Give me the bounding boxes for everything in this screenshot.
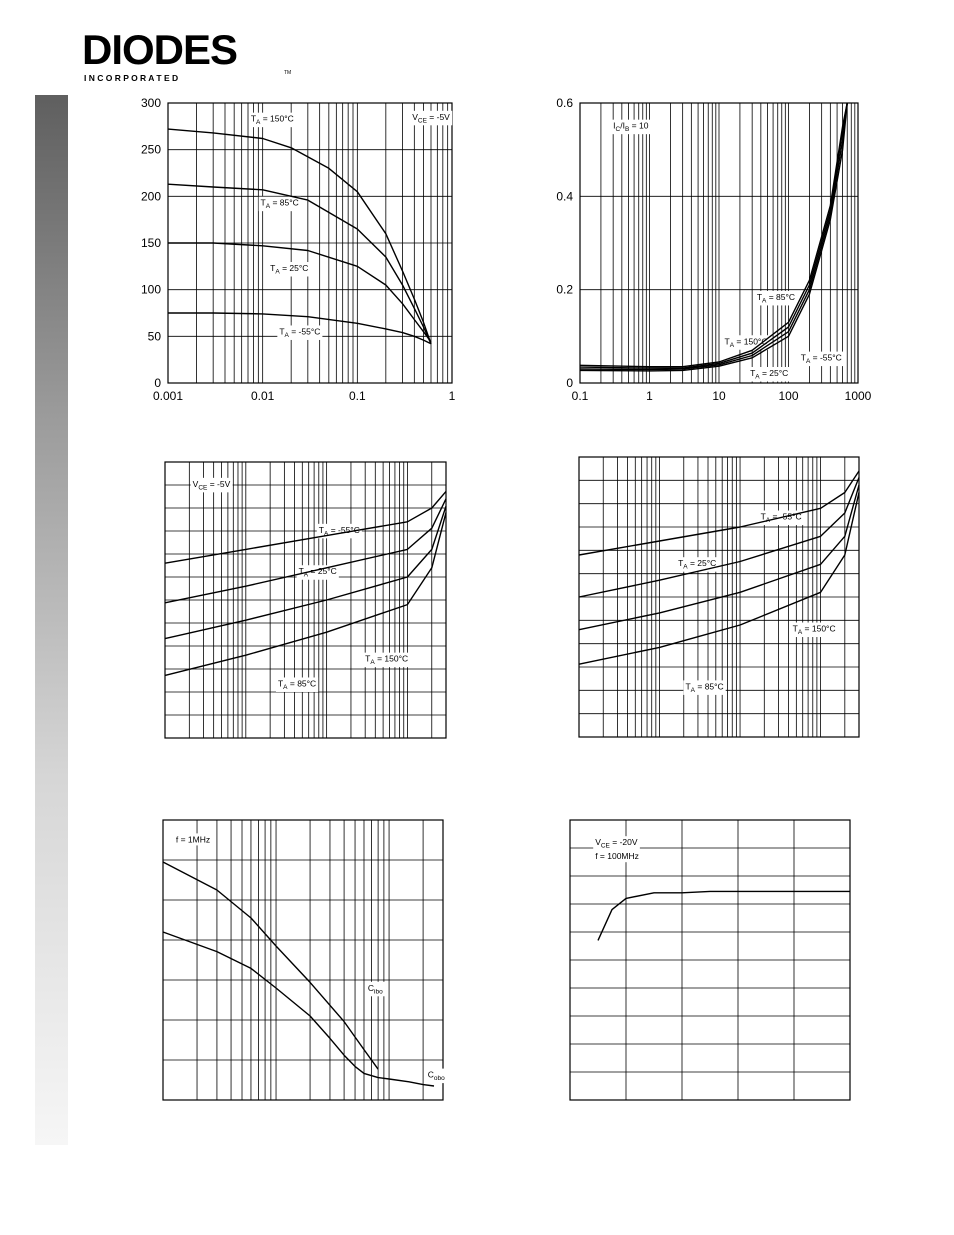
y-tick-label: 300 (140, 96, 161, 110)
diodes-logo (82, 28, 297, 84)
chart-vbe-sat-vs-ic (579, 457, 859, 737)
y-tick-label: 50 (147, 329, 161, 344)
svg-text:TA = 25°C: $T_A = 25^\circ C$ (750, 368, 789, 381)
y-tick-label: 0 (154, 376, 161, 390)
annotation-label (676, 557, 718, 572)
svg-text:TA = -55°C: $T_A = -55^\circ C$ (318, 524, 360, 538)
grid (165, 462, 446, 738)
x-tick-label: 0.01 (250, 389, 275, 403)
annotation-label (410, 111, 452, 126)
svg-text:TA = 85°C: $T_A = 85^\circ C$ (756, 291, 796, 305)
y-tick-label: 0.2 (556, 282, 573, 297)
svg-text:TA = 150°C: $T_A = 150^\circ C$ (724, 336, 768, 349)
annotation-label (276, 677, 318, 692)
y-tick-label: 200 (140, 189, 161, 204)
series-line-2 (580, 103, 847, 368)
sidebar-gradient-bar (35, 95, 68, 1145)
annotation-label (593, 850, 641, 862)
x-tick-label: 10 (712, 389, 726, 403)
chart-hfe-vs-ic (140, 96, 456, 403)
svg-text:TA = 150°C: $T_A = 150^\circ C$ (365, 653, 409, 667)
chart-vcesat-vs-ic (556, 96, 872, 403)
svg-text:Cobo: $C_{obo}$ (427, 1069, 445, 1083)
svg-text:TA = 25°C: $T_A = 25^\circ C$ (678, 558, 717, 571)
annotation-label (268, 262, 310, 277)
y-tick-label: 0.4 (556, 189, 573, 204)
y-tick-label: 0 (566, 376, 573, 390)
svg-text:f = 1MHz: f = 1MHz (175, 834, 211, 845)
y-tick-label: 0.6 (556, 96, 573, 110)
x-tick-label: 100 (778, 389, 799, 403)
annotation-label (791, 623, 838, 638)
annotation-label (249, 113, 296, 128)
series-line-2 (163, 932, 434, 1086)
annotation-label (426, 1069, 447, 1084)
x-tick-label: 1 (646, 389, 653, 403)
svg-text:TA = 25°C: $T_A = 25^\circ C$ (298, 566, 337, 579)
svg-text:TA = -55°C: $T_A = -55^\circ C$ (760, 511, 802, 525)
annotation-label (593, 836, 640, 851)
series-line-4 (580, 103, 847, 371)
y-tick-label: 100 (140, 282, 161, 297)
y-tick-label: 150 (140, 236, 161, 250)
svg-text:VCE = -5V: $V_{CE} = -5V$ (192, 478, 231, 492)
x-tick-label: 0.001 (152, 389, 184, 403)
series-line-1 (168, 129, 431, 344)
chart-capacitance-vs-voltage (163, 820, 443, 1100)
annotation-label (755, 291, 797, 306)
svg-text:f = 100MHz: f = 100MHz (595, 851, 639, 862)
x-tick-label: 1000 (844, 389, 872, 403)
y-tick-label: 250 (140, 142, 161, 157)
annotation-label (748, 367, 790, 382)
svg-text:TA = 25°C: $T_A = 25^\circ C$ (270, 263, 309, 276)
annotation-label (259, 197, 301, 212)
svg-text:TA = 85°C: $T_A = 85^\circ C$ (277, 678, 317, 691)
annotation-label (683, 680, 725, 695)
grid (580, 103, 858, 383)
annotation-label (363, 653, 410, 668)
svg-text:TA = 150°C: $T_A = 150^\circ C$ (792, 623, 836, 637)
svg-text:TA = 150°C: $T_A = 150^\circ C$ (250, 113, 294, 127)
plot-frame (163, 820, 443, 1100)
logo-trademark: TM (284, 70, 292, 76)
x-tick-label: 0.1 (571, 389, 589, 403)
svg-text:TA = 85°C: $T_A = 85^\circ C$ (685, 681, 724, 694)
series-line-1 (598, 891, 850, 940)
svg-text:TA = 85°C: $T_A = 85^\circ C$ (260, 197, 299, 211)
annotation-label (191, 478, 233, 493)
annotation-label (277, 325, 322, 340)
logo-wordmark: DIODES (82, 28, 238, 73)
series-line-1 (580, 103, 847, 367)
svg-text:TA = -55°C: $T_A = -55^\circ C$ (279, 326, 321, 339)
grid (163, 820, 443, 1100)
svg-text:Cibo: $C_{ibo}$ (367, 982, 383, 996)
annotation-label (799, 352, 844, 367)
svg-text:TA = -55°C: $T_A = -55^\circ C$ (800, 352, 842, 366)
svg-text:VCE = -20V: $V_{CE} = -20V$ (595, 837, 638, 850)
chart-ft-vs-ic (570, 820, 850, 1100)
logo-subtitle: I N C O R P O R A T E D (84, 73, 179, 83)
x-tick-label: 1 (448, 389, 456, 403)
x-tick-label: 0.1 (348, 389, 366, 403)
svg-text:VCE = -5V: $V_{CE} = -5V$ (412, 111, 450, 125)
chart-vbe-on-vs-ic (165, 462, 446, 738)
annotation-label (366, 982, 385, 997)
annotation-label (174, 833, 212, 845)
svg-text:IC/IB = 10: $I_C/I_B = 10$ (613, 120, 649, 134)
series-line-3 (580, 103, 847, 370)
annotation-label (611, 120, 651, 135)
